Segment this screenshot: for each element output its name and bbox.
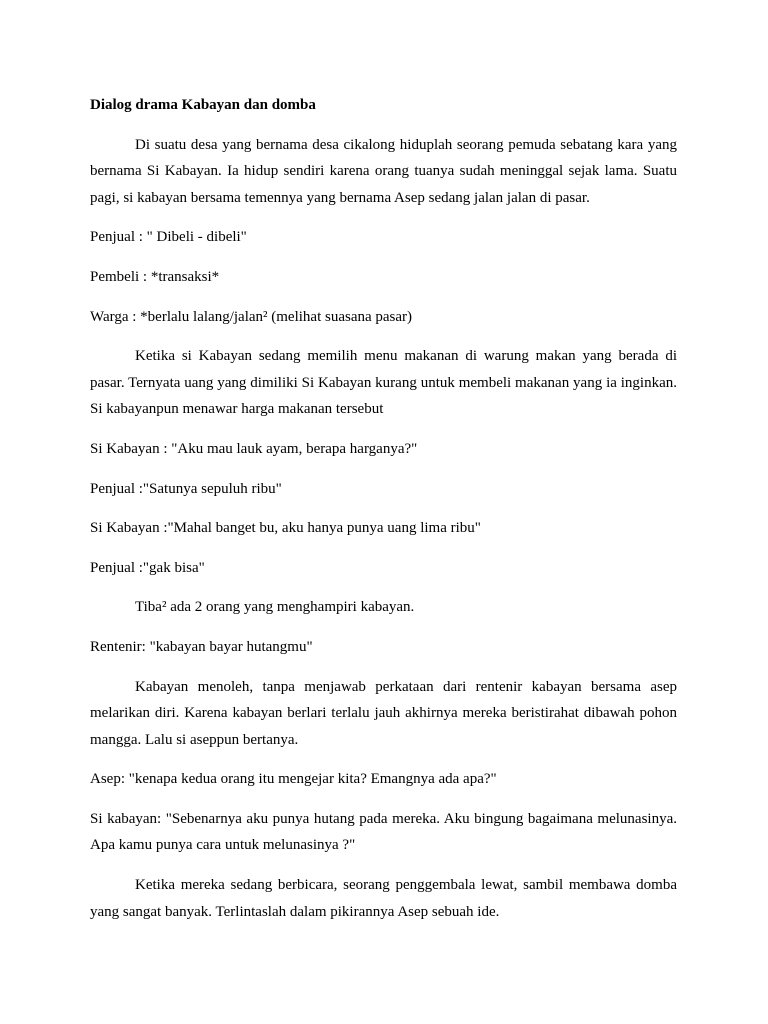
dialog-line-kabayan-bargain: Si Kabayan :"Mahal banget bu, aku hanya punya uang lima ribu"	[90, 520, 481, 537]
dialog-line-penjual-refuse: Penjual :"gak bisa"	[90, 559, 205, 576]
paragraph-narration-arrival: Tiba² ada 2 orang yang menghampiri kabayan.	[135, 599, 415, 616]
paragraph-narration-intro: Di suatu desa yang bernama desa cikalong hiduplah seorang pemuda sebatang kara yang bernama Si Kabayan. Ia hidup sendiri karena orang tuanya sudah meninggal sejak lama. Suatu pagi, si kabayan bersama temennya yang bernama Asep sedang jalan jalan di pasar.	[90, 136, 677, 206]
dialog-line-kabayan-ask-price: Si Kabayan : "Aku mau lauk ayam, berapa harganya?"	[90, 440, 418, 457]
dialog-line-pembeli: Pembeli : *transaksi*	[90, 268, 220, 285]
paragraph-narration-escape: Kabayan menoleh, tanpa menjawab perkataan dari rentenir kabayan bersama asep melarikan diri. Karena kabayan berlari terlalu jauh akhirnya mereka beristirahat dibawah pohon mangga. Lalu si aseppun bertanya.	[90, 678, 677, 748]
dialog-line-kabayan-debt: Si kabayan: "Sebenarnya aku punya hutang pada mereka. Aku bingung bagaimana melunasinya. Apa kamu punya cara untuk melunasinya ?"	[90, 810, 677, 854]
dialog-line-rentenir: Rentenir: "kabayan bayar hutangmu"	[90, 638, 313, 655]
dialog-line-asep: Asep: "kenapa kedua orang itu mengejar kita? Emangnya ada apa?"	[90, 771, 497, 788]
paragraph-narration-shepherd: Ketika mereka sedang berbicara, seorang penggembala lewat, sambil membawa domba yang sangat banyak. Terlintaslah dalam pikirannya Asep sebuah ide.	[90, 877, 677, 920]
document-title: Dialog drama Kabayan dan domba	[90, 97, 316, 113]
paragraph-narration-warung: Ketika si Kabayan sedang memilih menu makanan di warung makan yang berada di pasar. Ternyata uang yang dimiliki Si Kabayan kurang untuk membeli makanan yang ia inginkan. Si kabayanpun menawar harga makanan tersebut	[90, 348, 677, 418]
document-body	[90, 92, 677, 938]
dialog-line-penjual-price: Penjual :"Satunya sepuluh ribu"	[90, 480, 282, 497]
dialog-line-warga: Warga : *berlalu lalang/jalan² (melihat suasana pasar)	[90, 308, 413, 325]
dialog-line-penjual: Penjual : " Dibeli - dibeli"	[90, 229, 247, 246]
